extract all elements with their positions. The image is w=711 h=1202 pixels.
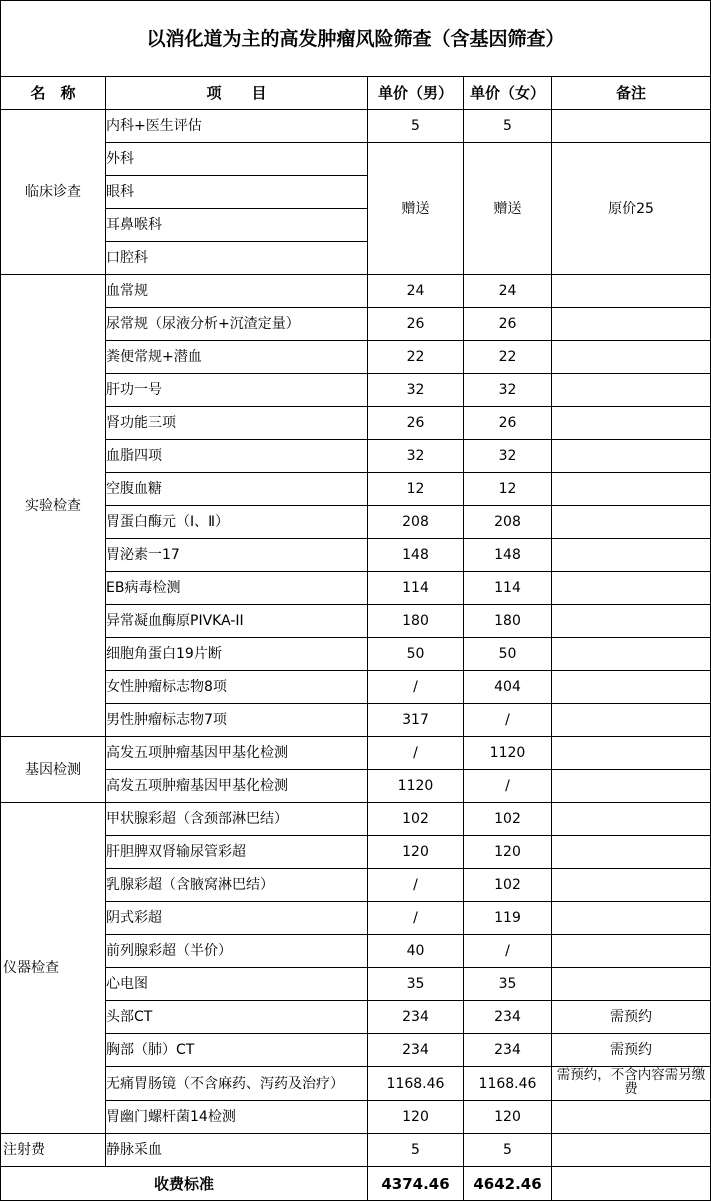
- male-price-cell: 120: [368, 1101, 464, 1134]
- item-cell: 肝胆脾双肾输尿管彩超: [106, 836, 368, 869]
- item-cell: 粪便常规+潜血: [106, 341, 368, 374]
- item-cell: 外科: [106, 143, 368, 176]
- female-price-cell: /: [464, 704, 552, 737]
- male-price-cell: 5: [368, 110, 464, 143]
- male-price-cell: 40: [368, 935, 464, 968]
- table-row: [1, 1067, 711, 1101]
- note-cell: 原价25: [552, 143, 711, 275]
- male-price-cell: 180: [368, 605, 464, 638]
- female-price-cell: 119: [464, 902, 552, 935]
- male-price-cell: /: [368, 902, 464, 935]
- table-row: [1, 110, 711, 143]
- male-price-cell: 赠送: [368, 143, 464, 275]
- male-price-cell: 35: [368, 968, 464, 1001]
- item-cell: 前列腺彩超（半价）: [106, 935, 368, 968]
- male-price-cell: 32: [368, 440, 464, 473]
- table-row: [1, 605, 711, 638]
- male-price-cell: 22: [368, 341, 464, 374]
- item-cell: 女性肿瘤标志物8项: [106, 671, 368, 704]
- note-cell: [552, 638, 711, 671]
- female-price-cell: 120: [464, 1101, 552, 1134]
- note-cell: [552, 539, 711, 572]
- female-price-cell: 404: [464, 671, 552, 704]
- table-row: [1, 473, 711, 506]
- male-price-cell: /: [368, 869, 464, 902]
- item-cell: 阴式彩超: [106, 902, 368, 935]
- item-cell: 空腹血糖: [106, 473, 368, 506]
- item-cell: 胸部（肺）CT: [106, 1034, 368, 1067]
- note-cell: [552, 704, 711, 737]
- category-cell: 临床诊查: [1, 110, 106, 275]
- item-cell: 胃幽门螺杆菌14检测: [106, 1101, 368, 1134]
- note-cell: 需预约: [552, 1001, 711, 1034]
- male-price-cell: 148: [368, 539, 464, 572]
- note-cell: [552, 275, 711, 308]
- note-cell: [552, 407, 711, 440]
- female-price-cell: 26: [464, 407, 552, 440]
- male-price-cell: 234: [368, 1034, 464, 1067]
- note-cell: [552, 473, 711, 506]
- male-price-cell: 24: [368, 275, 464, 308]
- table-row: [1, 704, 711, 737]
- female-price-cell: 114: [464, 572, 552, 605]
- table-row: [1, 902, 711, 935]
- note-cell: [552, 1134, 711, 1167]
- total-male-price: 4374.46: [368, 1167, 464, 1201]
- item-cell: 心电图: [106, 968, 368, 1001]
- note-cell: [552, 770, 711, 803]
- item-cell: 胃泌素一17: [106, 539, 368, 572]
- note-cell: [552, 968, 711, 1001]
- female-price-cell: 5: [464, 110, 552, 143]
- note-cell: 需预约: [552, 1034, 711, 1067]
- male-price-cell: 317: [368, 704, 464, 737]
- female-price-cell: 208: [464, 506, 552, 539]
- table-row: [1, 836, 711, 869]
- table-row: [1, 935, 711, 968]
- item-cell: 高发五项肿瘤基因甲基化检测: [106, 737, 368, 770]
- table-row: [1, 1001, 711, 1034]
- item-cell: 口腔科: [106, 242, 368, 275]
- note-cell: [552, 110, 711, 143]
- note-cell: [552, 308, 711, 341]
- total-note: [552, 1167, 711, 1201]
- table-row: [1, 407, 711, 440]
- item-cell: 血常规: [106, 275, 368, 308]
- male-price-cell: /: [368, 671, 464, 704]
- table-row: [1, 440, 711, 473]
- female-price-cell: 1120: [464, 737, 552, 770]
- note-cell: 需预约，不含内容需另缴费: [552, 1067, 711, 1101]
- table-row: [1, 374, 711, 407]
- table-row: [1, 1034, 711, 1067]
- female-price-cell: 120: [464, 836, 552, 869]
- item-cell: 细胞角蛋白19片断: [106, 638, 368, 671]
- item-cell: 头部CT: [106, 1001, 368, 1034]
- table-row: [1, 539, 711, 572]
- note-cell: [552, 572, 711, 605]
- item-cell: 血脂四项: [106, 440, 368, 473]
- female-price-cell: 5: [464, 1134, 552, 1167]
- item-cell: 肝功一号: [106, 374, 368, 407]
- item-cell: 甲状腺彩超（含颈部淋巴结）: [106, 803, 368, 836]
- note-cell: [552, 869, 711, 902]
- female-price-cell: 148: [464, 539, 552, 572]
- male-price-cell: 5: [368, 1134, 464, 1167]
- item-cell: 男性肿瘤标志物7项: [106, 704, 368, 737]
- header-name: 名 称: [1, 77, 106, 110]
- female-price-cell: 32: [464, 440, 552, 473]
- item-cell: 眼科: [106, 176, 368, 209]
- table-row: [1, 308, 711, 341]
- table-row: [1, 803, 711, 836]
- category-cell: 基因检测: [1, 737, 106, 803]
- item-cell: 异常凝血酶原PIVKA-II: [106, 605, 368, 638]
- total-female-price: 4642.46: [464, 1167, 552, 1201]
- note-cell: [552, 341, 711, 374]
- table-row: [1, 770, 711, 803]
- table-row: [1, 1101, 711, 1134]
- male-price-cell: 114: [368, 572, 464, 605]
- table-row: [1, 572, 711, 605]
- female-price-cell: 50: [464, 638, 552, 671]
- female-price-cell: 赠送: [464, 143, 552, 275]
- female-price-cell: 26: [464, 308, 552, 341]
- item-cell: 乳腺彩超（含腋窝淋巴结）: [106, 869, 368, 902]
- note-cell: [552, 506, 711, 539]
- header-item: 项 目: [106, 77, 368, 110]
- table-row: [1, 341, 711, 374]
- male-price-cell: 208: [368, 506, 464, 539]
- female-price-cell: 22: [464, 341, 552, 374]
- male-price-cell: 26: [368, 407, 464, 440]
- female-price-cell: 234: [464, 1034, 552, 1067]
- table-row: [1, 671, 711, 704]
- table-row: [1, 143, 711, 176]
- male-price-cell: 1168.46: [368, 1067, 464, 1101]
- female-price-cell: /: [464, 935, 552, 968]
- note-cell: [552, 605, 711, 638]
- item-cell: 肾功能三项: [106, 407, 368, 440]
- male-price-cell: 26: [368, 308, 464, 341]
- total-row: [1, 1167, 711, 1201]
- female-price-cell: 102: [464, 803, 552, 836]
- header-note: 备注: [552, 77, 711, 110]
- female-price-cell: /: [464, 770, 552, 803]
- item-cell: 耳鼻喉科: [106, 209, 368, 242]
- table-row: [1, 968, 711, 1001]
- header-row: [1, 77, 711, 110]
- male-price-cell: 12: [368, 473, 464, 506]
- female-price-cell: 32: [464, 374, 552, 407]
- note-cell: [552, 1101, 711, 1134]
- table-row: [1, 869, 711, 902]
- note-cell: [552, 671, 711, 704]
- item-cell: 无痛胃肠镜（不含麻药、泻药及治疗）: [106, 1067, 368, 1101]
- table-row: [1, 506, 711, 539]
- male-price-cell: 1120: [368, 770, 464, 803]
- category-cell: 实验检查: [1, 275, 106, 737]
- female-price-cell: 234: [464, 1001, 552, 1034]
- total-label: 收费标准: [1, 1167, 368, 1201]
- male-price-cell: 120: [368, 836, 464, 869]
- female-price-cell: 1168.46: [464, 1067, 552, 1101]
- female-price-cell: 35: [464, 968, 552, 1001]
- note-cell: [552, 374, 711, 407]
- table-row: [1, 638, 711, 671]
- table-title: 以消化道为主的高发肿瘤风险筛查（含基因筛查）: [1, 1, 711, 77]
- male-price-cell: 32: [368, 374, 464, 407]
- item-cell: 胃蛋白酶元（Ⅰ、Ⅱ）: [106, 506, 368, 539]
- category-cell: 仪器检查: [1, 803, 106, 1134]
- female-price-cell: 102: [464, 869, 552, 902]
- item-cell: 高发五项肿瘤基因甲基化检测: [106, 770, 368, 803]
- note-cell: [552, 803, 711, 836]
- male-price-cell: /: [368, 737, 464, 770]
- note-cell: [552, 440, 711, 473]
- category-cell: 注射费: [1, 1134, 106, 1167]
- table-row: [1, 275, 711, 308]
- item-cell: 内科+医生评估: [106, 110, 368, 143]
- table-row: [1, 737, 711, 770]
- note-cell: [552, 836, 711, 869]
- male-price-cell: 50: [368, 638, 464, 671]
- note-cell: [552, 935, 711, 968]
- male-price-cell: 234: [368, 1001, 464, 1034]
- female-price-cell: 12: [464, 473, 552, 506]
- male-price-cell: 102: [368, 803, 464, 836]
- item-cell: 尿常规（尿液分析+沉渣定量）: [106, 308, 368, 341]
- header-male-price: 单价（男）: [368, 77, 464, 110]
- item-cell: EB病毒检测: [106, 572, 368, 605]
- female-price-cell: 24: [464, 275, 552, 308]
- female-price-cell: 180: [464, 605, 552, 638]
- note-cell: [552, 737, 711, 770]
- note-cell: [552, 902, 711, 935]
- table-row: [1, 1134, 711, 1167]
- title-row: [1, 1, 711, 77]
- header-female-price: 单价（女）: [464, 77, 552, 110]
- item-cell: 静脉采血: [106, 1134, 368, 1167]
